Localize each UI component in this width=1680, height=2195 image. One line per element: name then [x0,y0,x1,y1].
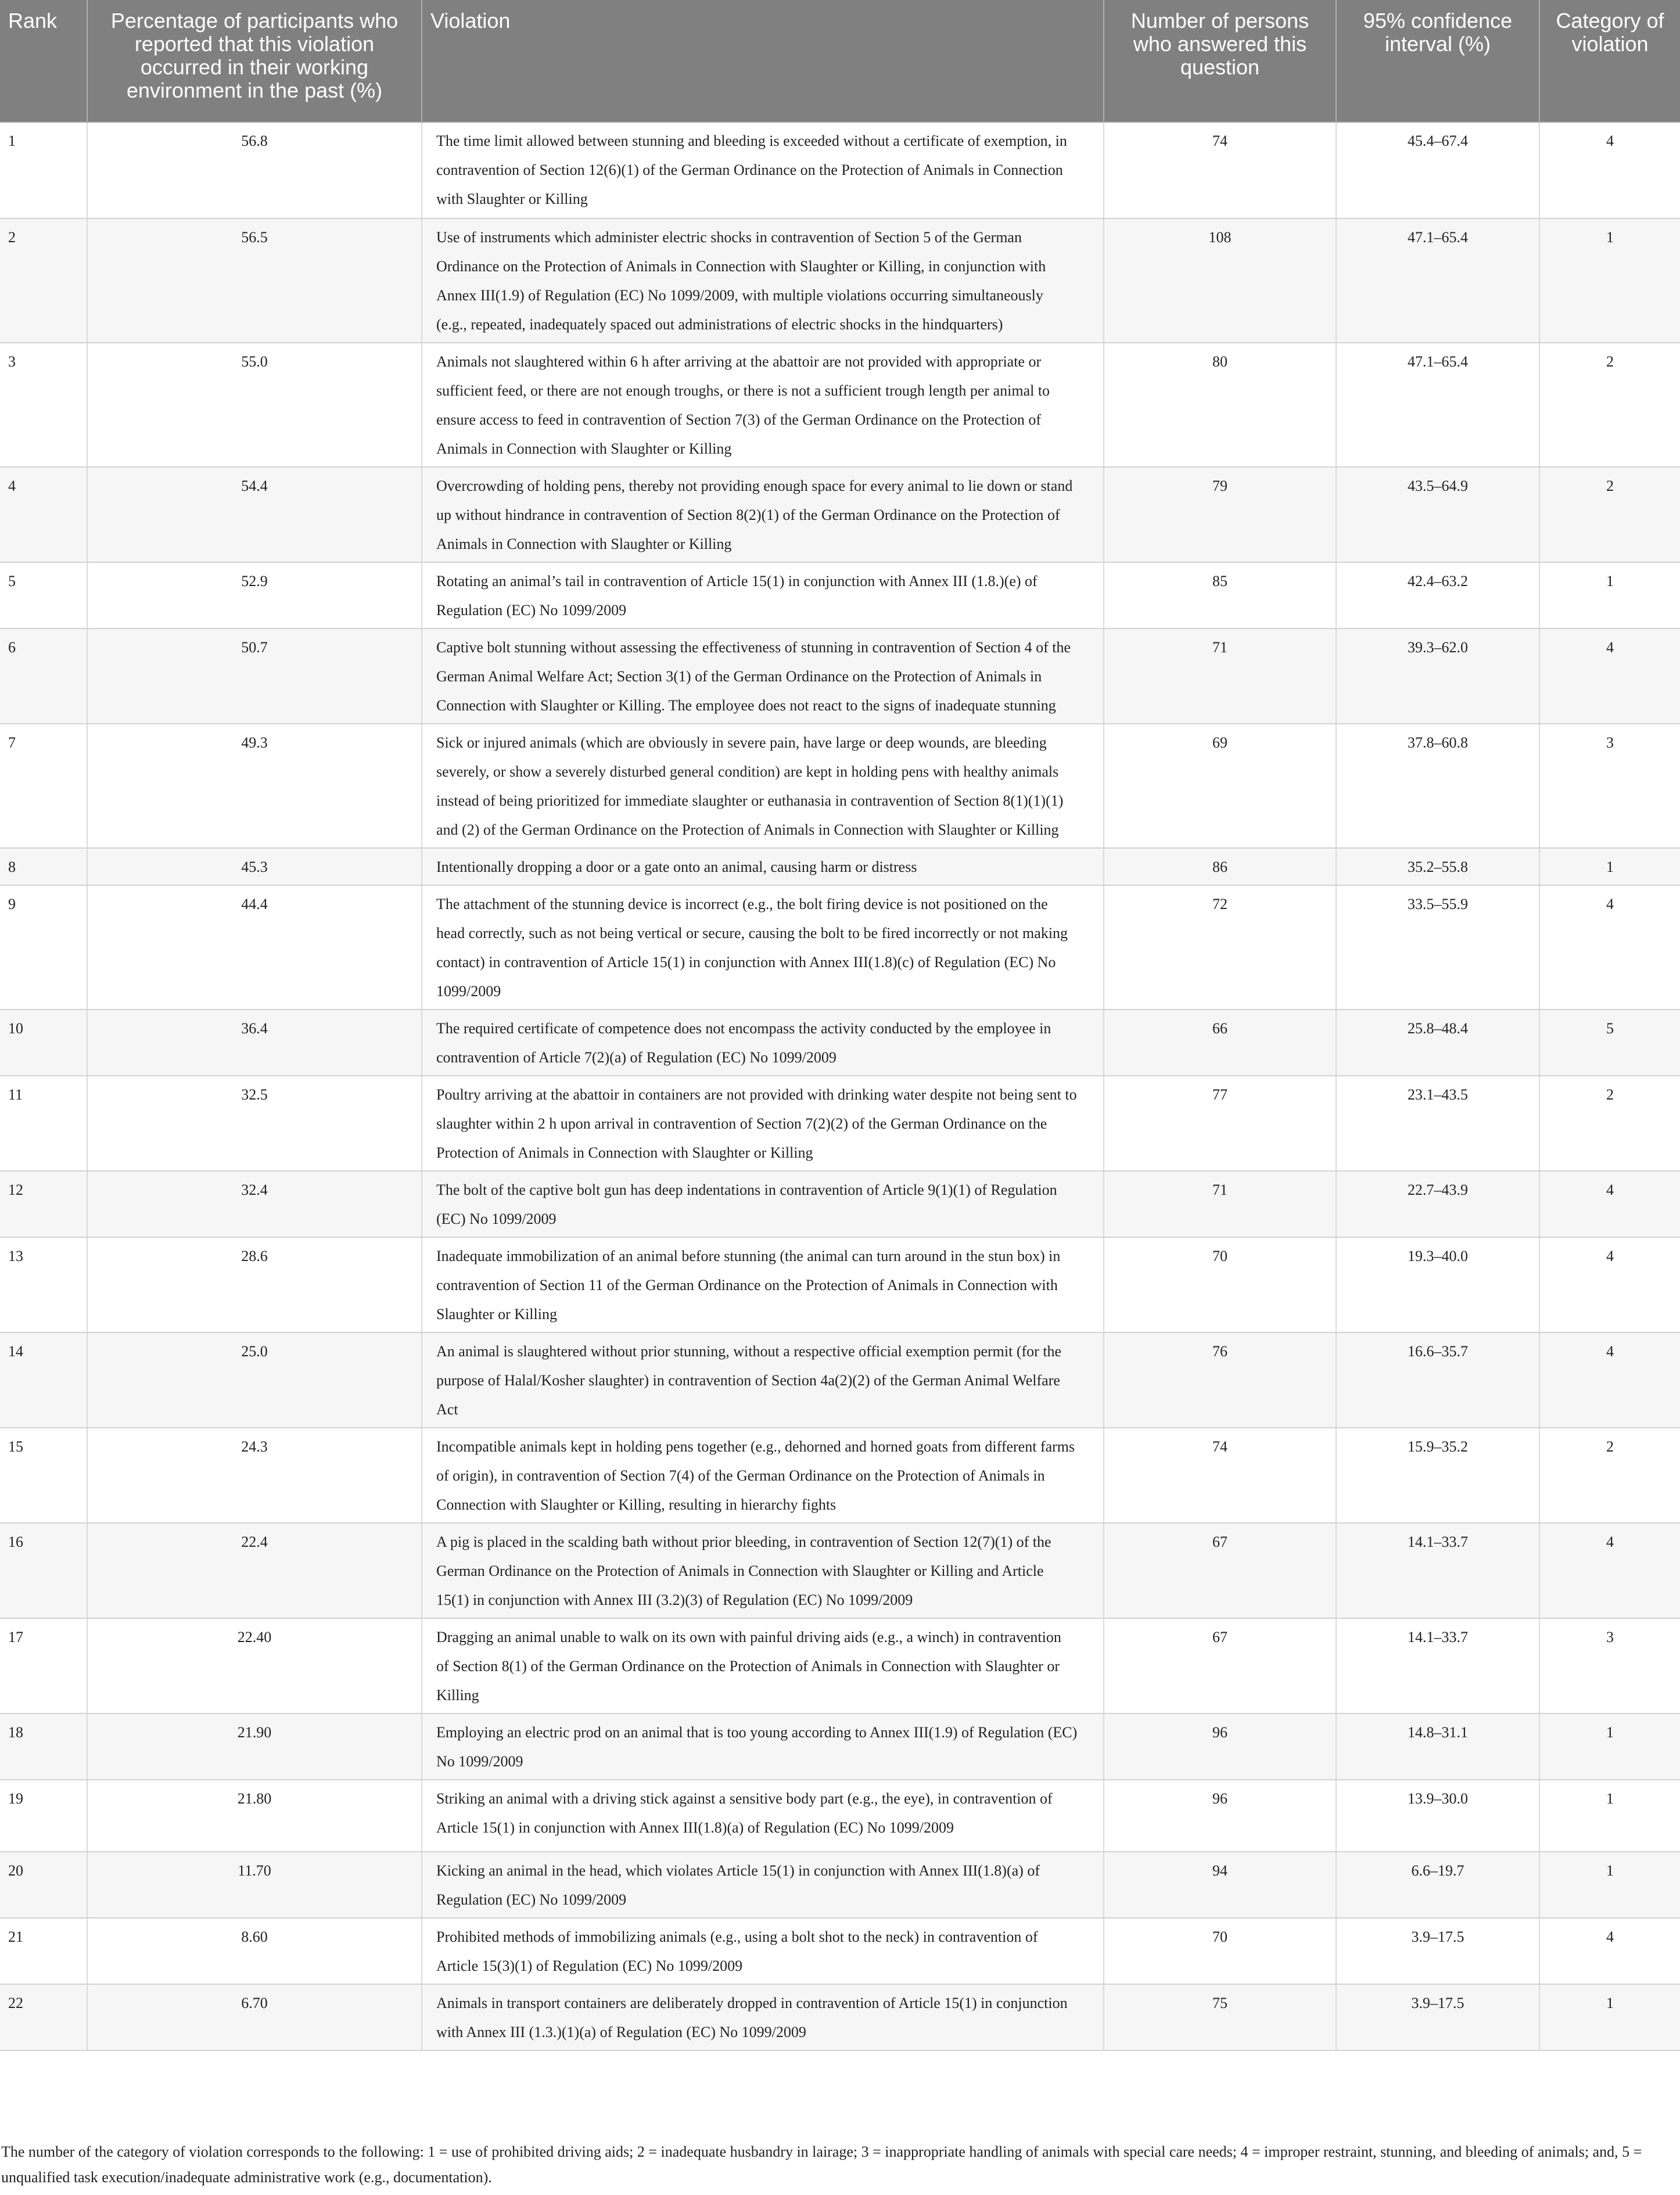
table-row [0,885,1680,1010]
cell-violation: An animal is slaughtered without prior stunning, without a respective official exemption permit (for the purpose of Halal/Kosher slaughter) in contravention of Section 4a(2)(2) of the German Animal Welfare Act [422,1332,1104,1428]
cell-violation: The attachment of the stunning device is incorrect (e.g., the bolt firing device is not positioned on the head correctly, such as not being vertical or secure, causing the bolt to be fired incorrectly or not making contact) in contravention of Article 15(1) in conjunction with Annex III(1.8)(c) of Regulation (EC) No 1099/2009 [422,885,1104,1010]
cell-confidence-interval: 3.9–17.5 [1336,1984,1539,2050]
table-row [0,848,1680,885]
cell-percentage: 22.40 [87,1618,422,1713]
cell-number-of-persons: 96 [1104,1713,1336,1780]
cell-confidence-interval: 22.7–43.9 [1336,1171,1539,1237]
cell-confidence-interval: 14.1–33.7 [1336,1618,1539,1713]
cell-number-of-persons: 86 [1104,848,1336,885]
cell-rank: 14 [0,1332,87,1428]
table-row [0,1523,1680,1618]
cell-confidence-interval: 16.6–35.7 [1336,1332,1539,1428]
cell-number-of-persons: 77 [1104,1076,1336,1171]
cell-number-of-persons: 71 [1104,628,1336,724]
cell-number-of-persons: 108 [1104,218,1336,343]
cell-percentage: 32.4 [87,1171,422,1237]
cell-violation: Employing an electric prod on an animal that is too young according to Annex III(1.9) of Regulation (EC) No 1099/2009 [422,1713,1104,1780]
cell-number-of-persons: 80 [1104,343,1336,467]
table-row [0,1076,1680,1171]
cell-number-of-persons: 70 [1104,1918,1336,1984]
cell-rank: 13 [0,1237,87,1332]
cell-percentage: 21.90 [87,1713,422,1780]
cell-violation: The time limit allowed between stunning and bleeding is exceeded without a certificate of exemption, in contravention of Section 12(6)(1) of the German Ordinance on the Protection of Animals in Connection with Slaughter or Killing [422,122,1104,218]
cell-percentage: 28.6 [87,1237,422,1332]
table-row [0,1852,1680,1918]
table-row [0,122,1680,218]
cell-number-of-persons: 69 [1104,724,1336,848]
cell-number-of-persons: 66 [1104,1010,1336,1076]
cell-category: 1 [1539,1780,1680,1852]
cell-number-of-persons: 85 [1104,562,1336,628]
cell-category: 2 [1539,343,1680,467]
header-rank: Rank [0,0,87,122]
cell-violation: Kicking an animal in the head, which violates Article 15(1) in conjunction with Annex III(1.8)(a) of Regulation (EC) No 1099/2009 [422,1852,1104,1918]
cell-number-of-persons: 70 [1104,1237,1336,1332]
cell-violation: A pig is placed in the scalding bath without prior bleeding, in contravention of Section 12(7)(1) of the German Ordinance on the Protection of Animals in Connection with Slaughter or Killing and Article 15(1) in conjunction with Annex III (3.2)(3) of Regulation (EC) No 1099/2009 [422,1523,1104,1618]
cell-percentage: 21.80 [87,1780,422,1852]
cell-violation: Animals not slaughtered within 6 h after arriving at the abattoir are not provided with appropriate or sufficient feed, or there are not enough troughs, or there is not a sufficient trough length per animal to ensure access to feed in contravention of Section 7(3) of the German Ordinance on the Protection of Animals in Connection with Slaughter or Killing [422,343,1104,467]
cell-confidence-interval: 42.4–63.2 [1336,562,1539,628]
cell-confidence-interval: 47.1–65.4 [1336,343,1539,467]
cell-violation: Use of instruments which administer electric shocks in contravention of Section 5 of the German Ordinance on the Protection of Animals in Connection with Slaughter or Killing, in conjunction with Annex III(1.9) of Regulation (EC) No 1099/2009, with multiple violations occurring simultaneously (e.g., repeated, inadequately spaced out administrations of electric shocks in the hindquarters) [422,218,1104,343]
cell-number-of-persons: 75 [1104,1984,1336,2050]
table-row [0,1237,1680,1332]
cell-category: 4 [1539,628,1680,724]
table-body [0,122,1680,2050]
cell-rank: 5 [0,562,87,628]
cell-category: 4 [1539,885,1680,1010]
table-row [0,1332,1680,1428]
cell-percentage: 24.3 [87,1428,422,1523]
cell-category: 5 [1539,1010,1680,1076]
header-number-of-persons: Number of persons who answered this question [1104,0,1336,122]
table-row [0,218,1680,343]
cell-percentage: 52.9 [87,562,422,628]
cell-percentage: 6.70 [87,1984,422,2050]
cell-violation: Poultry arriving at the abattoir in containers are not provided with drinking water despite not being sent to slaughter within 2 h upon arrival in contravention of Section 7(2)(2) of the German Ordinance on the Protection of Animals in Connection with Slaughter or Killing [422,1076,1104,1171]
cell-percentage: 25.0 [87,1332,422,1428]
cell-rank: 22 [0,1984,87,2050]
cell-percentage: 36.4 [87,1010,422,1076]
cell-confidence-interval: 45.4–67.4 [1336,122,1539,218]
cell-confidence-interval: 13.9–30.0 [1336,1780,1539,1852]
cell-number-of-persons: 96 [1104,1780,1336,1852]
cell-number-of-persons: 76 [1104,1332,1336,1428]
cell-violation: Intentionally dropping a door or a gate onto an animal, causing harm or distress [422,848,1104,885]
cell-violation: Inadequate immobilization of an animal before stunning (the animal can turn around in the stun box) in contravention of Section 11 of the German Ordinance on the Protection of Animals in Connection with Slaughter or Killing [422,1237,1104,1332]
cell-number-of-persons: 94 [1104,1852,1336,1918]
cell-violation: Sick or injured animals (which are obviously in severe pain, have large or deep wounds, are bleeding severely, or show a severely disturbed general condition) are kept in holding pens with healthy animals instead of being prioritized for immediate slaughter or euthanasia in contravention of Section 8(1)(1)(1) and (2) of the German Ordinance on the Protection of Animals in Connection with Slaughter or Killing [422,724,1104,848]
cell-number-of-persons: 72 [1104,885,1336,1010]
cell-percentage: 56.5 [87,218,422,343]
table-row [0,724,1680,848]
cell-percentage: 22.4 [87,1523,422,1618]
cell-rank: 17 [0,1618,87,1713]
cell-number-of-persons: 74 [1104,122,1336,218]
header-confidence-interval: 95% confidence interval (%) [1336,0,1539,122]
cell-rank: 2 [0,218,87,343]
cell-rank: 11 [0,1076,87,1171]
cell-percentage: 32.5 [87,1076,422,1171]
cell-rank: 3 [0,343,87,467]
cell-percentage: 8.60 [87,1918,422,1984]
cell-category: 1 [1539,848,1680,885]
cell-violation: Overcrowding of holding pens, thereby not providing enough space for every animal to lie down or stand up without hindrance in contravention of Section 8(2)(1) of the German Ordinance on the Protection of Animals in Connection with Slaughter or Killing [422,467,1104,562]
cell-rank: 18 [0,1713,87,1780]
table-row [0,562,1680,628]
cell-rank: 7 [0,724,87,848]
cell-rank: 16 [0,1523,87,1618]
cell-violation: Incompatible animals kept in holding pens together (e.g., dehorned and horned goats from different farms of origin), in contravention of Section 7(4) of the German Ordinance on the Protection of Animals in Connection with Slaughter or Killing, resulting in hierarchy fights [422,1428,1104,1523]
cell-violation: Animals in transport containers are deliberately dropped in contravention of Article 15(1) in conjunction with Annex III (1.3.)(1)(a) of Regulation (EC) No 1099/2009 [422,1984,1104,2050]
cell-violation: Rotating an animal’s tail in contravention of Article 15(1) in conjunction with Annex III (1.8.)(e) of Regulation (EC) No 1099/2009 [422,562,1104,628]
cell-number-of-persons: 67 [1104,1618,1336,1713]
cell-category: 1 [1539,1713,1680,1780]
table-row [0,1010,1680,1076]
cell-percentage: 56.8 [87,122,422,218]
cell-confidence-interval: 25.8–48.4 [1336,1010,1539,1076]
table-row [0,1984,1680,2050]
cell-rank: 12 [0,1171,87,1237]
cell-percentage: 49.3 [87,724,422,848]
cell-number-of-persons: 79 [1104,467,1336,562]
cell-violation: Prohibited methods of immobilizing animals (e.g., using a bolt shot to the neck) in contravention of Article 15(3)(1) of Regulation (EC) No 1099/2009 [422,1918,1104,1984]
cell-category: 1 [1539,1984,1680,2050]
cell-confidence-interval: 15.9–35.2 [1336,1428,1539,1523]
cell-category: 4 [1539,1332,1680,1428]
table-row [0,1171,1680,1237]
cell-rank: 9 [0,885,87,1010]
cell-rank: 19 [0,1780,87,1852]
cell-category: 3 [1539,724,1680,848]
cell-percentage: 11.70 [87,1852,422,1918]
cell-percentage: 55.0 [87,343,422,467]
cell-rank: 8 [0,848,87,885]
cell-violation: The required certificate of competence does not encompass the activity conducted by the employee in contravention of Article 7(2)(a) of Regulation (EC) No 1099/2009 [422,1010,1104,1076]
header-percentage: Percentage of participants who reported that this violation occurred in their working environment in the past (%) [87,0,422,122]
cell-rank: 4 [0,467,87,562]
cell-confidence-interval: 39.3–62.0 [1336,628,1539,724]
header-violation: Violation [422,0,1104,122]
cell-category: 1 [1539,562,1680,628]
cell-rank: 10 [0,1010,87,1076]
cell-number-of-persons: 71 [1104,1171,1336,1237]
cell-confidence-interval: 23.1–43.5 [1336,1076,1539,1171]
cell-category: 2 [1539,1076,1680,1171]
header-category: Category of violation [1539,0,1680,122]
cell-violation: Captive bolt stunning without assessing the effectiveness of stunning in contravention of Section 4 of the German Animal Welfare Act; Section 3(1) of the German Ordinance on the Protection of Animals in Connection with Slaughter or Killing. The employee does not react to the signs of inadequate stunning [422,628,1104,724]
cell-category: 4 [1539,1918,1680,1984]
cell-rank: 20 [0,1852,87,1918]
cell-confidence-interval: 3.9–17.5 [1336,1918,1539,1984]
table-row [0,343,1680,467]
cell-percentage: 44.4 [87,885,422,1010]
cell-percentage: 50.7 [87,628,422,724]
cell-rank: 21 [0,1918,87,1984]
cell-category: 2 [1539,1428,1680,1523]
cell-category: 1 [1539,218,1680,343]
table-row [0,1918,1680,1984]
table-row [0,628,1680,724]
cell-number-of-persons: 74 [1104,1428,1336,1523]
table-row [0,1713,1680,1780]
cell-category: 4 [1539,1523,1680,1618]
cell-rank: 1 [0,122,87,218]
cell-confidence-interval: 47.1–65.4 [1336,218,1539,343]
cell-confidence-interval: 35.2–55.8 [1336,848,1539,885]
cell-rank: 6 [0,628,87,724]
table-row [0,1428,1680,1523]
cell-percentage: 54.4 [87,467,422,562]
cell-category: 4 [1539,1171,1680,1237]
table-row [0,1780,1680,1852]
cell-category: 2 [1539,467,1680,562]
cell-number-of-persons: 67 [1104,1523,1336,1618]
cell-violation: Dragging an animal unable to walk on its own with painful driving aids (e.g., a winch) in contravention of Section 8(1) of the German Ordinance on the Protection of Animals in Connection with Slaughter or Killing [422,1618,1104,1713]
cell-confidence-interval: 19.3–40.0 [1336,1237,1539,1332]
cell-confidence-interval: 33.5–55.9 [1336,885,1539,1010]
cell-confidence-interval: 6.6–19.7 [1336,1852,1539,1918]
cell-confidence-interval: 14.1–33.7 [1336,1523,1539,1618]
cell-confidence-interval: 37.8–60.8 [1336,724,1539,848]
cell-category: 3 [1539,1618,1680,1713]
cell-category: 4 [1539,1237,1680,1332]
cell-confidence-interval: 43.5–64.9 [1336,467,1539,562]
table-header-row [0,0,1680,122]
cell-violation: The bolt of the captive bolt gun has deep indentations in contravention of Article 9(1)(1) of Regulation (EC) No 1099/2009 [422,1171,1104,1237]
table-row [0,1618,1680,1713]
cell-violation: Striking an animal with a driving stick against a sensitive body part (e.g., the eye), in contravention of Article 15(1) in conjunction with Annex III(1.8)(a) of Regulation (EC) No 1099/2009 [422,1780,1104,1852]
cell-category: 4 [1539,122,1680,218]
cell-rank: 15 [0,1428,87,1523]
cell-percentage: 45.3 [87,848,422,885]
table-footnote: The number of the category of violation corresponds to the following: 1 = use of prohibited driving aids; 2 = inadequate husbandry in lairage; 3 = inappropriate handling of animals with special care needs; 4 = improper restraint, stunning, and bleeding of animals; and, 5 = unqualified task execution/inadequate administrative work (e.g., documentation). [1,2143,1642,2186]
cell-category: 1 [1539,1852,1680,1918]
cell-confidence-interval: 14.8–31.1 [1336,1713,1539,1780]
table-row [0,467,1680,562]
